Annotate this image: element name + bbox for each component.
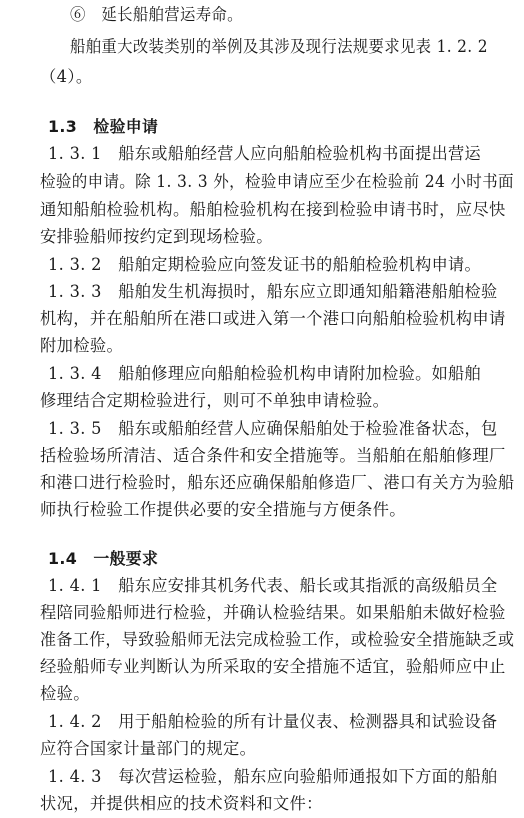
clause-1-4-1: 1. 4. 1 船东应安排其机务代表、船长或其指派的高级船员全 <box>48 576 498 595</box>
text-line: 机构，并在船舶所在港口或进入第一个港口向船舶检验机构申请 <box>40 309 506 328</box>
clause-1-4-2: 1. 4. 2 用于船舶检验的所有计量仪表、检测器具和试验设备 <box>48 712 498 731</box>
section-heading-1-4: 1.4 一般要求 <box>48 549 159 568</box>
text-line: 附加检验。 <box>40 336 124 355</box>
text-line: 安排验船师按约定到现场检验。 <box>40 227 273 246</box>
text-line: 和港口进行检验时，船东还应确保船舶修造厂、港口有关方为验船 <box>40 473 515 492</box>
clause-1-3-4: 1. 3. 4 船舶修理应向船舶检验机构申请附加检验。如船舶 <box>48 364 482 383</box>
text-line: 通知船舶检验机构。船舶检验机构在接到检验申请书时，应尽快 <box>40 200 506 219</box>
text-line: 修理结合定期检验进行，则可不单独申请检验。 <box>40 391 390 410</box>
clause-1-3-5: 1. 3. 5 船东或船舶经营人应确保船舶处于检验准备状态，包 <box>48 419 498 438</box>
text-line: 状况，并提供相应的技术资料和文件： <box>40 794 323 813</box>
text-line: 应符合国家计量部门的规定。 <box>40 739 257 758</box>
text-line: 师执行检验工作提供必要的安全措施与方便条件。 <box>40 500 406 519</box>
clause-1-3-3: 1. 3. 3 船舶发生机海损时，船东应立即通知船籍港船舶检验 <box>48 282 498 301</box>
text-line: 括检验场所清洁、适合条件和安全措施等。当船舶在船舶修理厂 <box>40 446 506 465</box>
text-line: 检验。 <box>40 684 90 703</box>
text-line: 检验的申请。除 1. 3. 3 外，检验申请应至少在检验前 24 小时书面 <box>40 172 514 191</box>
text-line: 准备工作，导致验船师无法完成检验工作，或检验安全措施缺乏或 <box>40 630 515 649</box>
clause-1-3-2: 1. 3. 2 船舶定期检验应向签发证书的船舶检验机构申请。 <box>48 255 482 274</box>
clause-1-4-3: 1. 4. 3 每次营运检验，船东应向验船师通报如下方面的船舶 <box>48 767 498 786</box>
section-heading-1-3: 1.3 检验申请 <box>48 117 159 136</box>
text-line: （4）。 <box>40 67 93 86</box>
text-line: 经验船师专业判断认为所采取的安全措施不适宜，验船师应中止 <box>40 657 506 676</box>
text-line: 程陪同验船师进行检验，并确认检验结果。如果船舶未做好检验 <box>40 603 506 622</box>
clause-1-3-1: 1. 3. 1 船东或船舶经营人应向船舶检验机构书面提出营运 <box>48 144 482 163</box>
text-line: 船舶重大改装类别的举例及其涉及现行法规要求见表 1. 2. 2 <box>70 37 488 56</box>
text-line-item-6: ⑥ 延长船舶营运寿命。 <box>70 5 243 24</box>
